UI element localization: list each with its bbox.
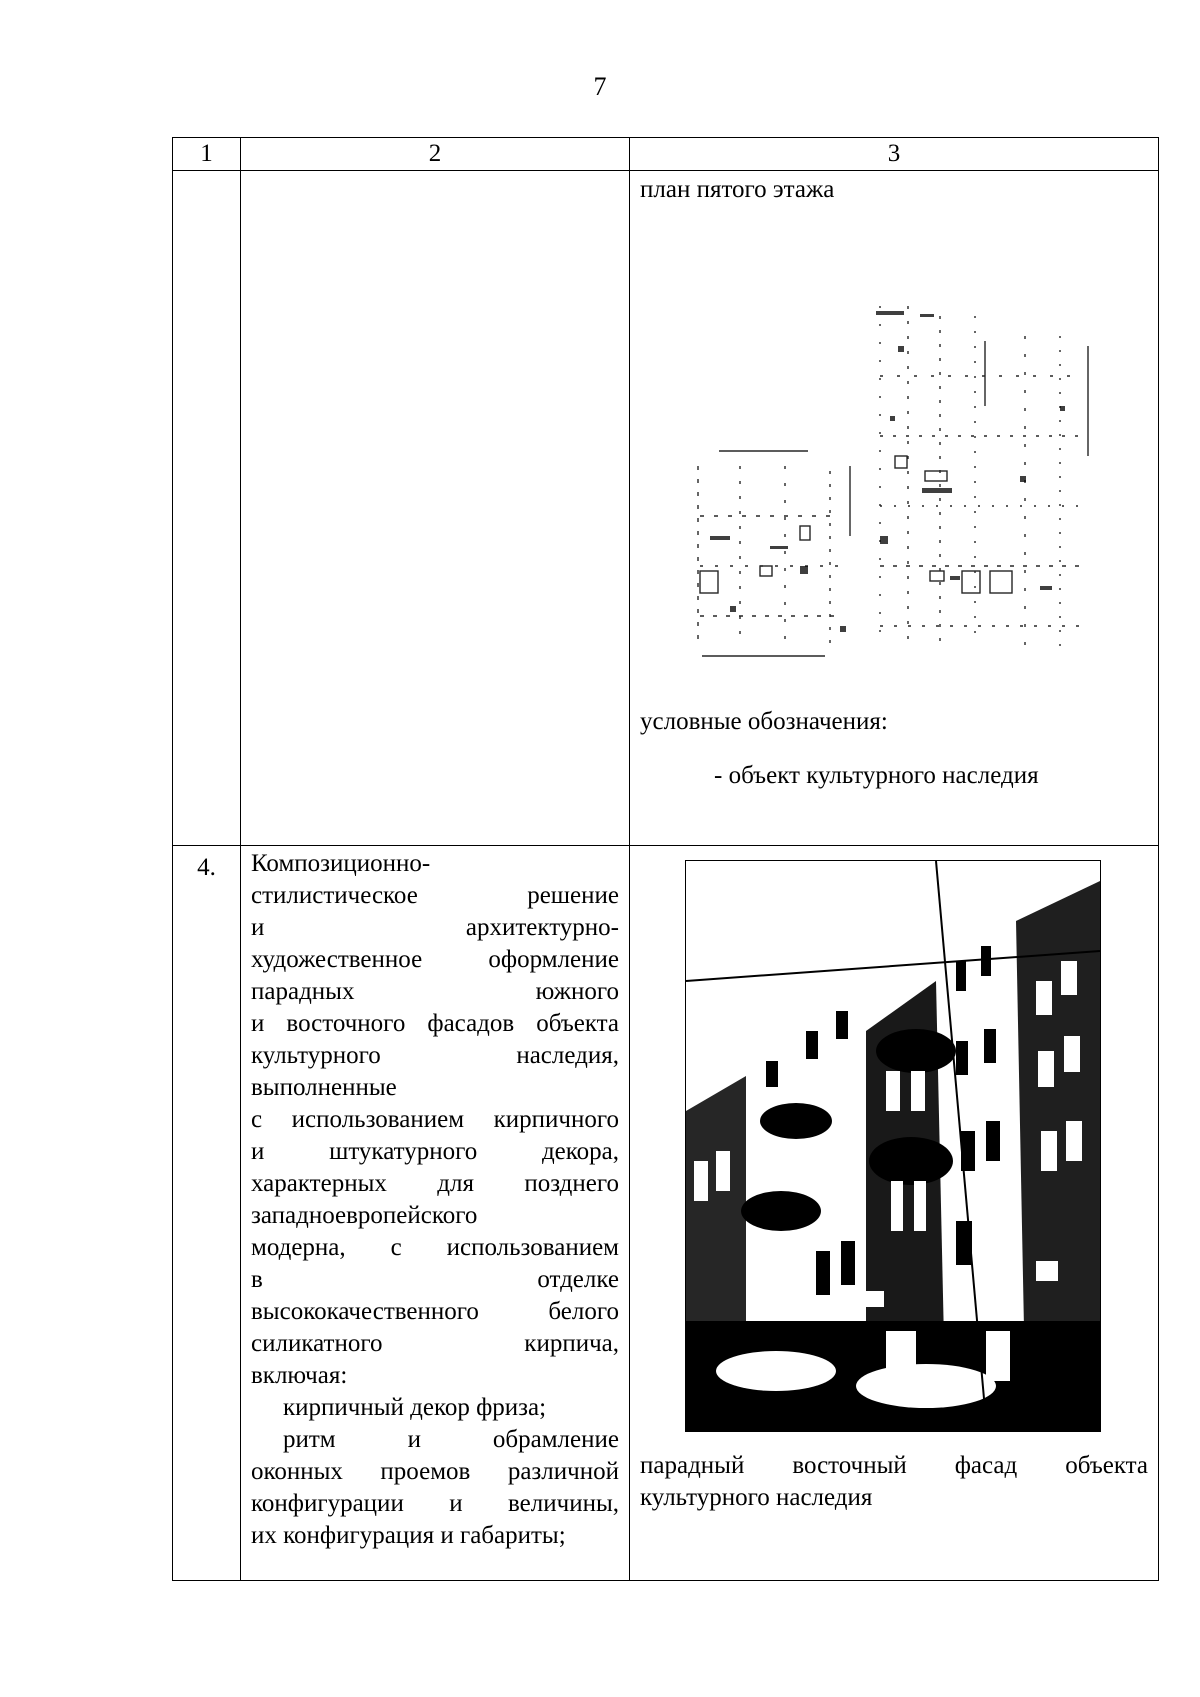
document-table [172, 137, 1159, 1581]
bullet-item: ритм и обрамление [283, 1426, 619, 1453]
description-line: и штукатурного декора, [251, 1138, 619, 1165]
page-number: 7 [593, 72, 607, 101]
table-row [173, 171, 1159, 846]
description-line: культурного наследия, [251, 1042, 619, 1069]
row-number-cell: 4. [173, 846, 241, 1581]
row-image-cell [630, 846, 1159, 1581]
header-col-1: 1 [173, 138, 241, 171]
legend-title: условные обозначения: [640, 708, 888, 735]
description-line: высококачественного белого [251, 1298, 619, 1325]
row-description-cell [241, 846, 630, 1581]
table-header-row [173, 138, 1159, 171]
description-line: художественное оформление [251, 946, 619, 973]
row-number-cell [173, 171, 241, 846]
description-line: оконных проемов различной [251, 1458, 619, 1485]
description-line: в отделке [251, 1266, 619, 1293]
description-line: стилистическое решение [251, 882, 619, 909]
description-line: западноевропейского [251, 1202, 478, 1229]
description-line: включая: [251, 1362, 348, 1389]
description-line: с использованием кирпичного [251, 1106, 619, 1133]
row-description-cell [241, 171, 630, 846]
description-line: парадных южного [251, 978, 619, 1005]
table-row [173, 846, 1159, 1581]
facade-photo-image [686, 861, 1100, 1431]
floor-plan-figure [640, 206, 1149, 696]
caption-line: парадный восточный фасад объекта [640, 1452, 1148, 1479]
floor-plan-drawing [640, 206, 1148, 696]
description-line: характерных для позднего [251, 1170, 619, 1197]
description-line: и восточного фасадов объекта [251, 1010, 619, 1037]
bullet-item: кирпичный декор фриза; [283, 1394, 547, 1421]
description-line: конфигурации и величины, [251, 1490, 619, 1517]
header-col-2: 2 [241, 138, 630, 171]
description-line: выполненные [251, 1074, 397, 1101]
description-line: модерна, с использованием [251, 1234, 619, 1261]
description-line: и архитектурно- [251, 914, 619, 941]
description-line: Композиционно- [251, 850, 431, 877]
description-line: их конфигурация и габариты; [251, 1522, 566, 1549]
facade-photo [685, 860, 1101, 1432]
plan-title: план пятого этажа [640, 176, 835, 203]
row-image-cell [630, 171, 1159, 846]
caption-line: культурного наследия [640, 1484, 873, 1511]
legend-item: - объект культурного наследия [714, 762, 1039, 789]
description-line: силикатного кирпича, [251, 1330, 619, 1357]
header-col-3: 3 [630, 138, 1159, 171]
photo-caption [640, 1450, 1148, 1514]
